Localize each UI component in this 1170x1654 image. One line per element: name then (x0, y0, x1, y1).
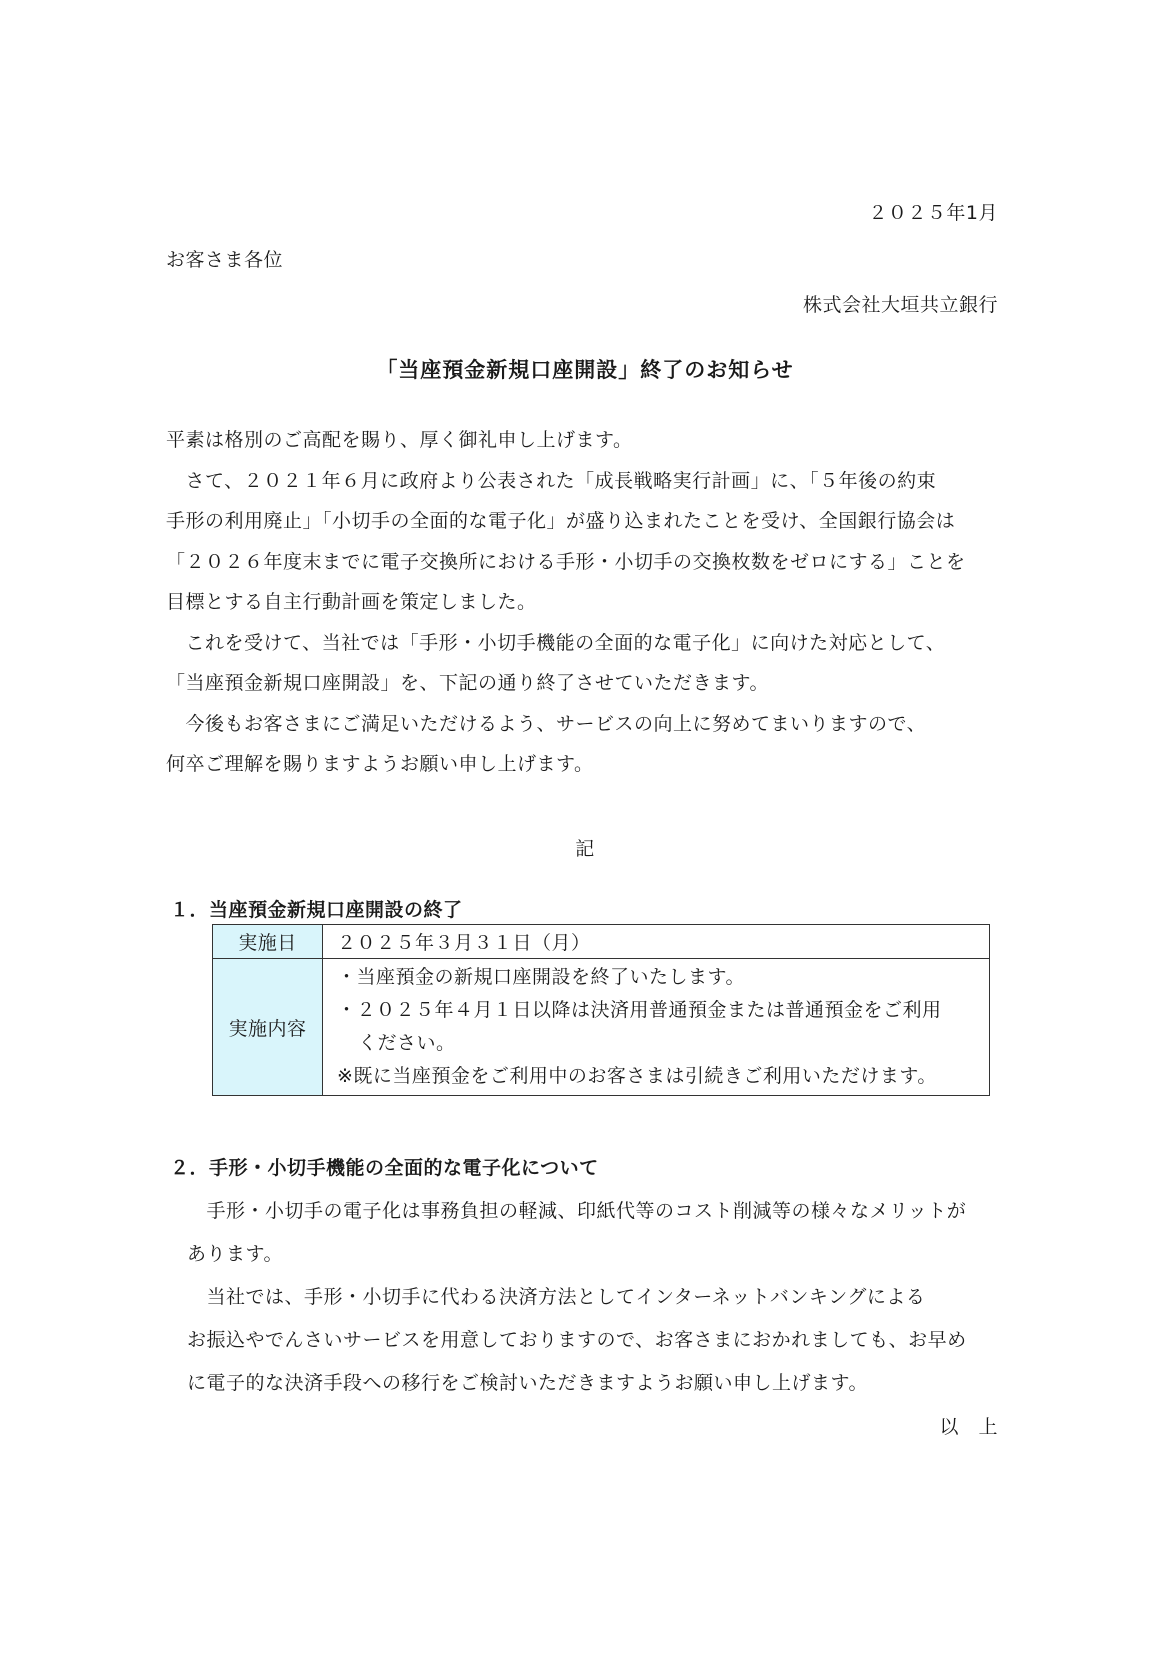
body-line: 目標とする自主行動計画を策定しました。 (166, 591, 537, 613)
closing-mark: 以 上 (939, 1416, 998, 1438)
label-implementation-date: 実施日 (213, 925, 323, 959)
section2-line: お振込やでんさいサービスを用意しておりますので、お客さまにおかれましても、お早め (187, 1329, 967, 1351)
body-paragraphs (166, 420, 1006, 785)
document-date: ２０２５年1月 (868, 202, 998, 224)
value-implementation-content (323, 959, 990, 1096)
body-line: これを受けて、当社では「手形・小切手機能の全面的な電子化」に向けた対応として、 (166, 631, 946, 654)
body-line: 「当座預金新規口座開設」を、下記の通り終了させていただきます。 (166, 672, 769, 694)
body-line: 平素は格別のご高配を賜り、厚く御礼申し上げます。 (166, 429, 633, 451)
details-table (212, 924, 990, 1096)
section2-line: 当社では、手形・小切手に代わる決済方法としてインターネットバンキングによる (187, 1286, 926, 1308)
document-title: 「当座預金新規口座開設」終了のお知らせ (376, 358, 794, 382)
body-line: 「２０２６年度末までに電子交換所における手形・小切手の交換枚数をゼロにする」ことを (166, 550, 966, 573)
section2-line: あります。 (187, 1243, 283, 1265)
ki-marker: 記 (575, 838, 595, 860)
value-implementation-date: ２０２５年３月３１日（月） (323, 925, 990, 959)
section2-paragraphs (187, 1190, 1007, 1405)
content-line: ・２０２５年４月１日以降は決済用普通預金または普通預金をご利用 (337, 999, 942, 1021)
label-implementation-content: 実施内容 (213, 959, 323, 1096)
section2-heading: ２．手形・小切手機能の全面的な電子化について (170, 1157, 599, 1179)
body-line: 今後もお客さまにご満足いただけるよう、サービスの向上に努めてまいりますので、 (166, 712, 927, 735)
body-line: 手形の利用廃止」「小切手の全面的な電子化」が盛り込まれたことを受け、全国銀行協会は (166, 510, 956, 532)
body-line: 何卒ご理解を賜りますようお願い申し上げます。 (166, 753, 594, 775)
sender-name: 株式会社大垣共立銀行 (802, 294, 998, 316)
section2-line: に電子的な決済手段への移行をご検討いただきますようお願い申し上げます。 (187, 1372, 868, 1394)
body-line: さて、２０２１年６月に政府より公表された「成長戦略実行計画」に、「５年後の約束 (166, 469, 937, 492)
table-row-date (213, 925, 990, 959)
content-line: ・当座預金の新規口座開設を終了いたします。 (337, 966, 745, 988)
section2-line: 手形・小切手の電子化は事務負担の軽減、印紙代等のコスト削減等の様々なメリットが (187, 1200, 967, 1222)
table-row-content (213, 959, 990, 1096)
addressee: お客さま各位 (166, 249, 284, 271)
section1-heading: １．当座預金新規口座開設の終了 (170, 899, 463, 921)
content-line: ください。 (358, 1032, 456, 1054)
content-note: ※既に当座預金をご利用中のお客さまは引続きご利用いただけます。 (337, 1065, 937, 1087)
